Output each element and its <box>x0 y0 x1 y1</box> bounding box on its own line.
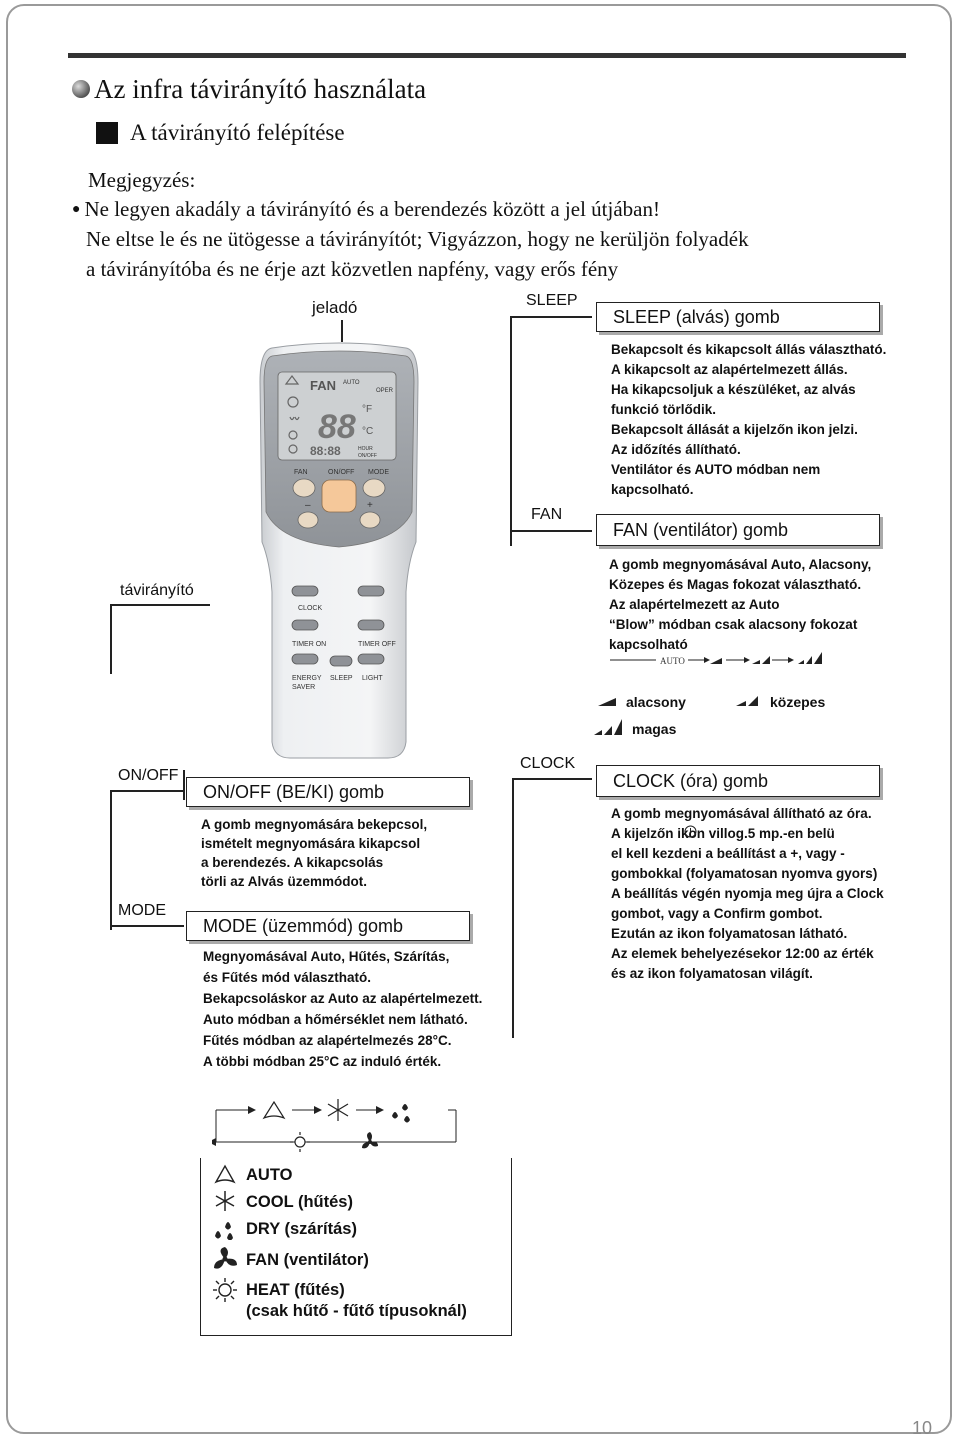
snowflake-icon <box>214 1190 236 1212</box>
onoff-button-heading: ON/OFF (BE/KI) gomb <box>186 777 470 807</box>
auto-icon <box>214 1164 236 1184</box>
drops-icon <box>212 1216 238 1240</box>
mode-button-heading: MODE (üzemmód) gomb <box>186 911 470 941</box>
remote-onoff-label: ON/OFF <box>328 469 355 476</box>
fan-high-label: magas <box>632 721 677 737</box>
fan-high-icon <box>592 717 626 737</box>
sleep-description: Bekapcsolt és kikapcsolt állás választható. A kikapcsolt az alapértelmezett állás. Ha kikapcsoljuk a készüléket, az alvás funkció törlődik. Bekapcsolt állását a kijelzőn ikon jelzi. Az időzítés állítható. Ventilátor és AUTO módban nem kapcsolható. <box>611 342 887 497</box>
remote-mode-label: MODE <box>368 469 389 476</box>
note-line-1: ● Ne legyen akadály a távirányító és a berendezés között a jel útjában! <box>72 197 660 221</box>
remote-leader-h <box>110 604 210 606</box>
legend-auto-label: AUTO <box>246 1166 293 1184</box>
display-auto-text: AUTO <box>343 380 360 386</box>
remote-timer-on-label: TIMER ON <box>292 641 327 648</box>
note-title: Megjegyzés: <box>88 168 196 192</box>
section-title <box>96 120 345 146</box>
display-c-text: °C <box>362 426 374 437</box>
clock-icon <box>684 825 697 838</box>
remote-minus-label: – <box>305 500 311 511</box>
section-title-text: A távirányító felépítése <box>130 120 345 145</box>
note-line-2: Ne eltse le és ne ütögesse a távirányítót; Vigyázzon, hogy ne kerüljön folyadék <box>86 227 749 251</box>
clock-leader-v <box>512 778 514 1038</box>
sleep-leader-v <box>510 316 512 546</box>
remote-plus-label: + <box>367 500 373 511</box>
sleep-label: SLEEP <box>526 292 578 309</box>
legend-dry-label: DRY (szárítás) <box>246 1220 357 1238</box>
sleep-button-heading: SLEEP (alvás) gomb <box>596 302 880 332</box>
onoff-label: ON/OFF <box>118 767 179 784</box>
onoff-leader-v <box>110 790 112 930</box>
fan-mid-icon <box>734 694 760 708</box>
remote-label: távirányító <box>120 582 194 599</box>
fan-description: A gomb megnyomásával Auto, Alacsony, Közepes és Magas fokozat választható. Az alapértelmezett az Auto “Blow” módban csak alacsony fokozat kapcsolható <box>609 557 872 652</box>
clock-button-heading: CLOCK (óra) gomb <box>596 765 880 797</box>
fan-mid-label: közepes <box>770 694 826 710</box>
display-f-text: °F <box>362 404 373 415</box>
fan-leader-h <box>510 530 592 532</box>
legend-fan-label: FAN (ventilátor) <box>246 1251 369 1269</box>
fan-speed-cycle-diagram <box>606 650 832 670</box>
remote-control-illustration <box>258 342 420 760</box>
fan-button-heading: FAN (ventilátor) gomb <box>596 514 880 546</box>
page-title-text: Az infra távirányító használata <box>94 74 427 104</box>
sleep-leader-h <box>510 316 592 318</box>
clock-label: CLOCK <box>520 755 576 772</box>
transmitter-leader <box>341 320 343 342</box>
display-hour-text: HOUR <box>358 446 373 452</box>
onoff-leader-h <box>110 790 184 792</box>
fan-icon <box>212 1246 238 1272</box>
mode-description: Megnyomásával Auto, Hűtés, Szárítás, és Fűtés mód választható. Bekapcsoláskor az Auto az alapértelmezett. Auto módban a hőmérséklet nem látható. Fűtés módban az alapértelmezés 28°C. A többi módban 25°C az induló érték. <box>203 949 483 1069</box>
mode-cycle-diagram <box>212 1094 462 1156</box>
fan-low-icon <box>596 694 620 708</box>
display-oper-text: OPER <box>376 388 394 394</box>
display-fan-text: FAN <box>310 378 336 393</box>
remote-saver-label: SAVER <box>292 684 316 691</box>
onoff-connector <box>183 770 185 800</box>
mode-leader-h <box>110 925 184 927</box>
page-title <box>72 74 426 105</box>
onoff-description: A gomb megnyomására bekepcsol, ismételt megnyomására kikapcsol a berendezés. A kikapcsolás törli az Alvás üzemmódot. <box>201 817 428 889</box>
clock-description: A gomb megnyomásával állítható az óra. A kijelzőn ikon villog.5 mp.-en belü el kell kezdeni a beállítást a +, vagy - gombokkal (folyamatosan nyomva gyors) A beállítás végén nyomja meg újra a Clock gombot, vagy a Confirm gombot. Ezután az ikon folyamatosan látható. Az elemek behelyezésekor 12:00 az érték és az ikon folyamatosan világít. <box>611 806 884 981</box>
fan-cycle-auto-text: AUTO <box>660 656 685 666</box>
sun-icon <box>212 1277 238 1303</box>
display-onoff-text: ON/OFF <box>358 453 377 459</box>
square-bullet-icon <box>96 122 118 144</box>
remote-light-label: LIGHT <box>362 675 383 682</box>
remote-leader-v <box>110 604 112 674</box>
legend-heat-label: HEAT (fűtés) <box>246 1281 345 1299</box>
display-time-text: 88:88 <box>310 444 341 458</box>
mode-label: MODE <box>118 902 166 919</box>
page-number: 10 <box>911 1418 932 1438</box>
legend-cool-label: COOL (hűtés) <box>246 1193 353 1211</box>
remote-timer-off-label: TIMER OFF <box>358 641 396 648</box>
note-line-3: a távirányítóba és ne érje azt közvetlen napfény, vagy erős fény <box>86 257 619 281</box>
transmitter-label: jeladó <box>312 298 358 317</box>
remote-fan-label: FAN <box>294 469 308 476</box>
display-temp-text: 88 <box>318 408 356 446</box>
remote-energy-label: ENERGY <box>292 675 322 682</box>
remote-sleep-label: SLEEP <box>330 675 353 682</box>
fan-low-label: alacsony <box>626 694 686 710</box>
top-rule <box>68 53 906 58</box>
fan-label: FAN <box>531 506 563 523</box>
legend-heat-note: (csak hűtő - fűtő típusoknál) <box>246 1302 467 1320</box>
remote-clock-label: CLOCK <box>298 605 323 612</box>
title-bullet-icon <box>72 80 90 98</box>
clock-leader-h <box>512 778 592 780</box>
